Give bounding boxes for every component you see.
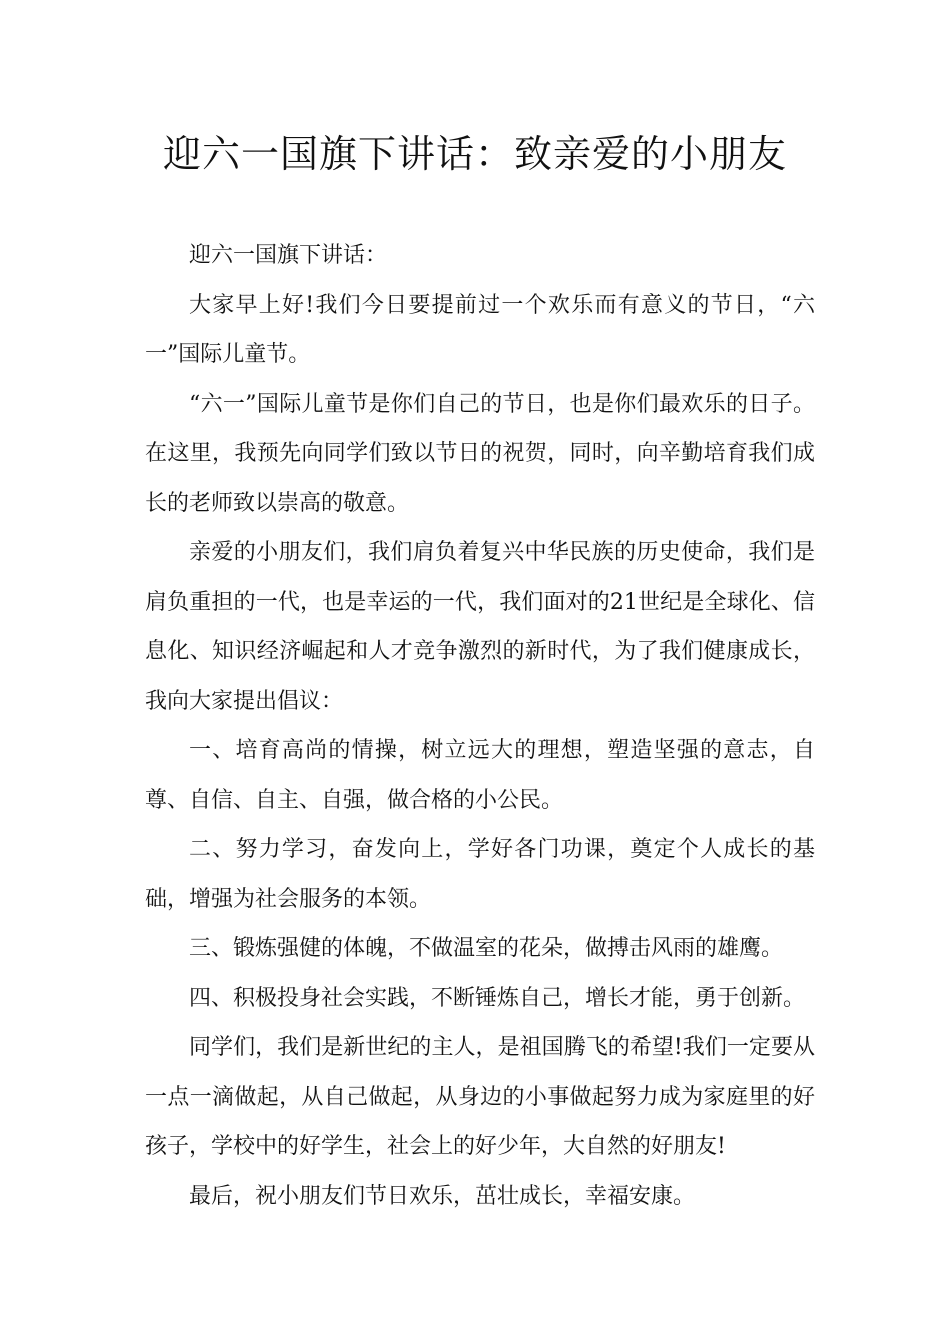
paragraph-closing: 最后，祝小朋友们节日欢乐，茁壮成长，幸福安康。	[189, 1183, 696, 1209]
paragraph-mission: 亲爱的小朋友们，我们肩负着复兴中华民族的历史使命，我们是肩负重担的一代，也是幸运的一代，我们面对的21世纪是全球化、信息化、知识经济崛起和人才竞争激烈的新时代，为了我们健康成长，我向大家提出倡议：	[145, 540, 815, 714]
paragraph-call-to-action: 同学们，我们是新世纪的主人，是祖国腾飞的希望!我们一定要从一点一滴做起，从自己做起，从身边的小事做起努力成为家庭里的好孩子，学校中的好学生，社会上的好少年，大自然的好朋友!	[145, 1035, 815, 1159]
document-body	[145, 231, 815, 1221]
paragraph-opening: 大家早上好!我们今日要提前过一个欢乐而有意义的节日，“六一”国际儿童节。	[145, 292, 815, 367]
paragraph-festival: “六一”国际儿童节是你们自己的节日，也是你们最欢乐的日子。在这里，我预先向同学们致以节日的祝贺，同时，向辛勤培育我们成长的老师致以崇高的敬意。	[145, 391, 815, 516]
paragraph-greeting-heading: 迎六一国旗下讲话：	[189, 243, 388, 268]
paragraph-proposal-2: 二、努力学习，奋发向上，学好各门功课，奠定个人成长的基础，增强为社会服务的本领。	[145, 837, 815, 912]
paragraph-proposal-1: 一、培育高尚的情操，树立远大的理想，塑造坚强的意志，自尊、自信、自主、自强，做合格的小公民。	[145, 738, 815, 813]
paragraph-proposal-3: 三、锻炼强健的体魄，不做温室的花朵，做搏击风雨的雄鹰。	[189, 936, 784, 961]
paragraph-proposal-4: 四、积极投身社会实践，不断锤炼自己，增长才能，勇于创新。	[189, 985, 806, 1011]
document-title: 迎六一国旗下讲话：致亲爱的小朋友	[162, 132, 787, 176]
